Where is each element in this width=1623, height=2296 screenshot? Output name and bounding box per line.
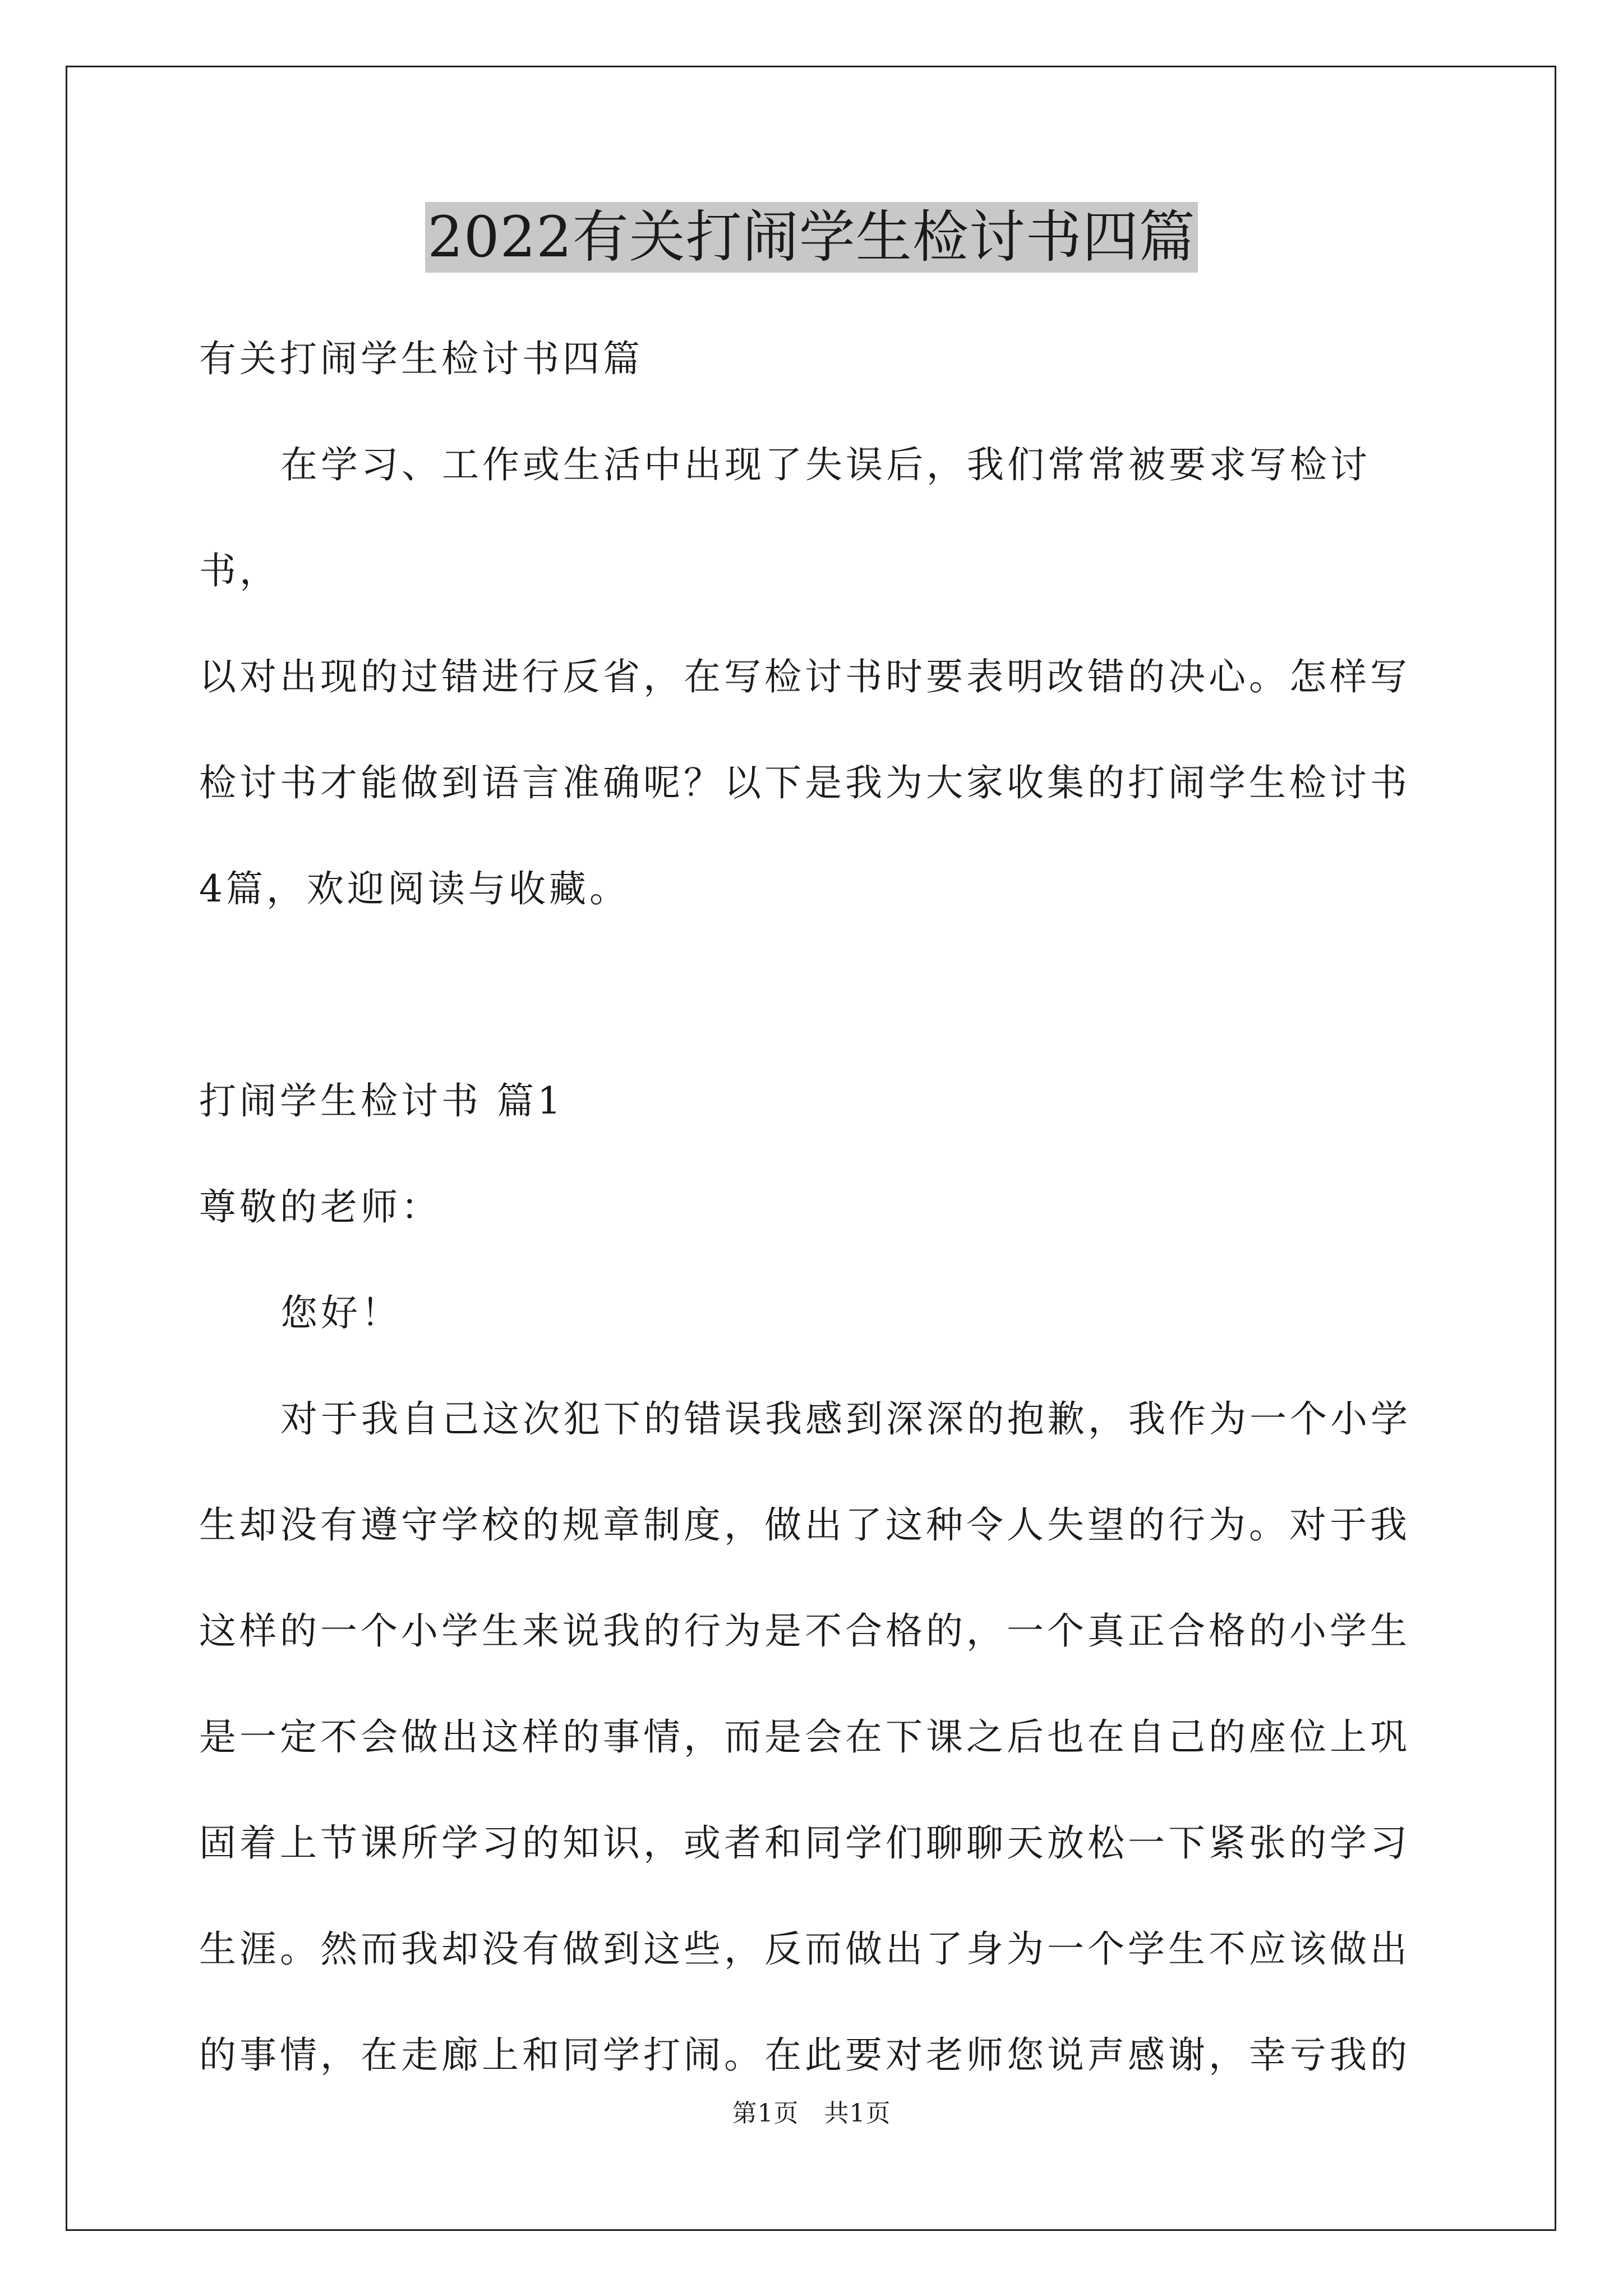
greeting: 您好！ — [280, 1291, 402, 1335]
body-line: 生涯。然而我却没有做到这些，反而做出了身为一个学生不应该做出 — [199, 1927, 1410, 1971]
body-line: 固着上节课所学习的知识，或者和同学们聊聊天放松一下紧张的学习 — [199, 1821, 1410, 1865]
body-line: 这样的一个小学生来说我的行为是不合格的，一个真正合格的小学生 — [199, 1609, 1410, 1653]
body-line: 生却没有遵守学校的规章制度，做出了这种令人失望的行为。对于我 — [199, 1503, 1410, 1547]
intro-line: 4篇，欢迎阅读与收藏。 — [199, 867, 630, 910]
intro-line: 检讨书才能做到语言准确呢？以下是我为大家收集的打闹学生检讨书 — [199, 761, 1410, 804]
body-line: 对于我自己这次犯下的错误我感到深深的抱歉，我作为一个小学 — [280, 1397, 1411, 1441]
document-title: 2022有关打闹学生检讨书四篇 — [425, 202, 1198, 273]
intro-line: 在学习、工作或生活中出现了失误后，我们常常被要求写检讨书， — [199, 443, 1371, 592]
body-line: 的事情，在走廊上和同学打闹。在此要对老师您说声感谢，幸亏我的 — [199, 2033, 1410, 2077]
title-container — [0, 202, 1623, 273]
page-footer: 第1页 共1页 — [732, 2099, 891, 2128]
salutation: 尊敬的老师： — [199, 1185, 441, 1228]
section-heading: 打闹学生检讨书 篇1 — [199, 1079, 564, 1122]
body-line: 是一定不会做出这样的事情，而是会在下课之后也在自己的座位上巩 — [199, 1715, 1410, 1759]
document-body — [199, 306, 1433, 2108]
paragraph-gap — [199, 942, 1433, 1048]
subtitle: 有关打闹学生检讨书四篇 — [199, 337, 643, 380]
intro-line: 以对出现的过错进行反省，在写检讨书时要表明改错的决心。怎样写 — [199, 655, 1410, 698]
